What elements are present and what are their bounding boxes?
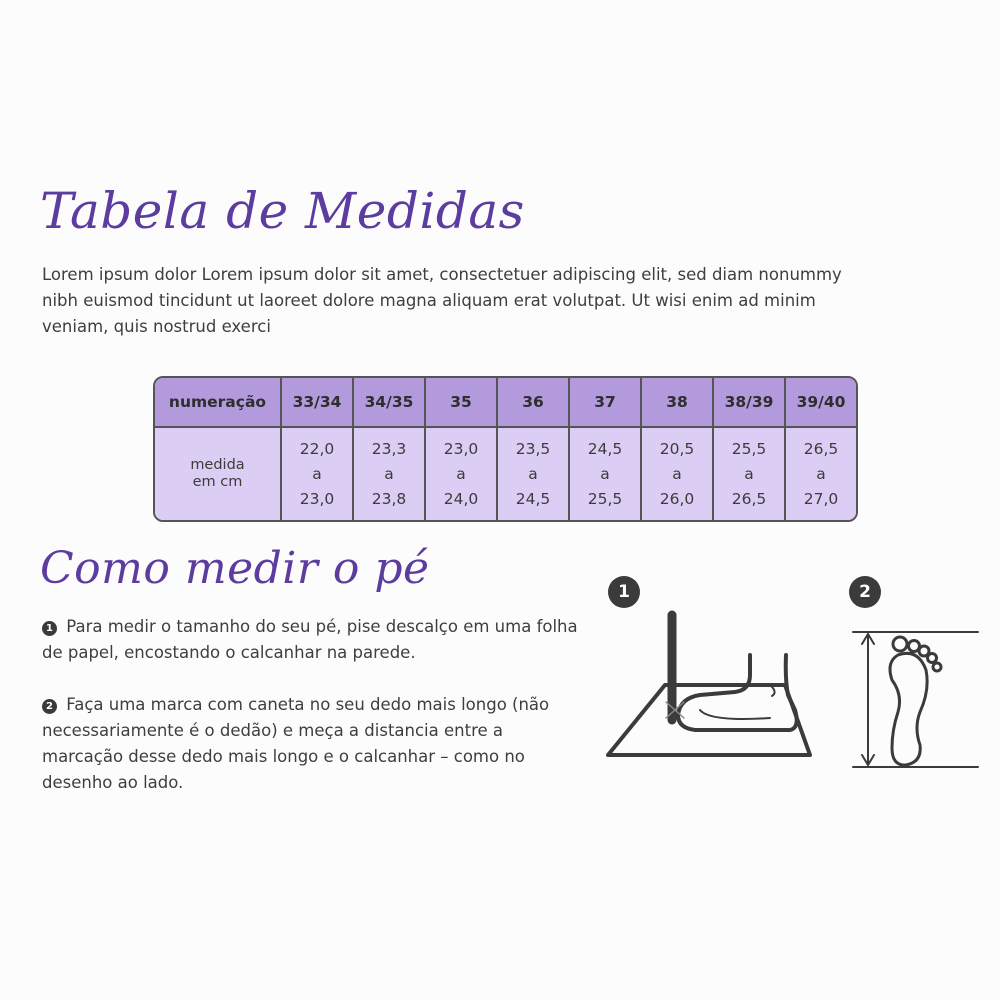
size-header: 33/34 [282, 378, 354, 428]
measure-sep: a [456, 464, 466, 483]
step-number-icon: 2 [42, 699, 57, 714]
measure-min: 26,5 [803, 439, 839, 458]
measure-cell [426, 428, 498, 520]
step-item [42, 692, 582, 796]
measure-cell [642, 428, 714, 520]
measure-min: 23,3 [371, 439, 407, 458]
measure-min: 23,5 [515, 439, 551, 458]
footprint-measure-illustration [848, 620, 988, 780]
measure-max: 24,5 [515, 489, 551, 508]
measure-cell [786, 428, 856, 520]
measure-cell [354, 428, 426, 520]
measure-cell [570, 428, 642, 520]
step-item [42, 614, 582, 666]
steps-list [42, 614, 582, 822]
size-header: 35 [426, 378, 498, 428]
measure-sep: a [672, 464, 682, 483]
measure-sep: a [744, 464, 754, 483]
table-row [155, 428, 856, 520]
header-label: numeração [155, 378, 282, 428]
intro-text: Lorem ipsum dolor Lorem ipsum dolor sit amet, consectetuer adipiscing elit, sed diam nonummy nibh euismod tincidunt ut laoreet dolore magna aliquam erat volutpat. Ut wisi enim ad minim veniam, quis nostrud exerci [42, 265, 842, 336]
section-title: Como medir o pé [40, 543, 430, 594]
foot-wall-illustration [600, 600, 820, 770]
measure-sep: a [312, 464, 322, 483]
measure-min: 25,5 [731, 439, 767, 458]
step-text: Faça uma marca com caneta no seu dedo mais longo (não necessariamente é o dedão) e meça a distancia entre a marcação desse dedo mais longo e o calcanhar – como no desenho ao lado. [42, 695, 550, 792]
step-text: Para medir o tamanho do seu pé, pise descalço em uma folha de papel, encostando o calcanhar na parede. [42, 617, 578, 662]
table-header-row [155, 378, 856, 428]
measure-max: 25,5 [587, 489, 623, 508]
measure-max: 24,0 [443, 489, 479, 508]
size-header: 38 [642, 378, 714, 428]
measure-cell [714, 428, 786, 520]
measure-max: 26,0 [659, 489, 695, 508]
size-header: 39/40 [786, 378, 856, 428]
step1-number-badge: 1 [608, 576, 640, 608]
measure-max: 26,5 [731, 489, 767, 508]
measure-sep: a [816, 464, 826, 483]
measure-sep: a [528, 464, 538, 483]
measure-cell [282, 428, 354, 520]
size-header: 38/39 [714, 378, 786, 428]
measure-min: 20,5 [659, 439, 695, 458]
size-header: 34/35 [354, 378, 426, 428]
size-table [153, 376, 858, 522]
measure-min: 23,0 [443, 439, 479, 458]
measure-cell [498, 428, 570, 520]
measure-sep: a [600, 464, 610, 483]
measure-sep: a [384, 464, 394, 483]
measure-max: 23,8 [371, 489, 407, 508]
page-title: Tabela de Medidas [40, 182, 525, 240]
step-number-icon: 1 [42, 621, 57, 636]
size-header: 36 [498, 378, 570, 428]
measure-min: 22,0 [299, 439, 335, 458]
measure-min: 24,5 [587, 439, 623, 458]
row-label [155, 428, 282, 520]
row-label-line: em cm [192, 474, 243, 490]
measure-max: 23,0 [299, 489, 335, 508]
row-label-line: medida [190, 457, 245, 473]
size-header: 37 [570, 378, 642, 428]
step2-number-badge: 2 [849, 576, 881, 608]
measure-max: 27,0 [803, 489, 839, 508]
